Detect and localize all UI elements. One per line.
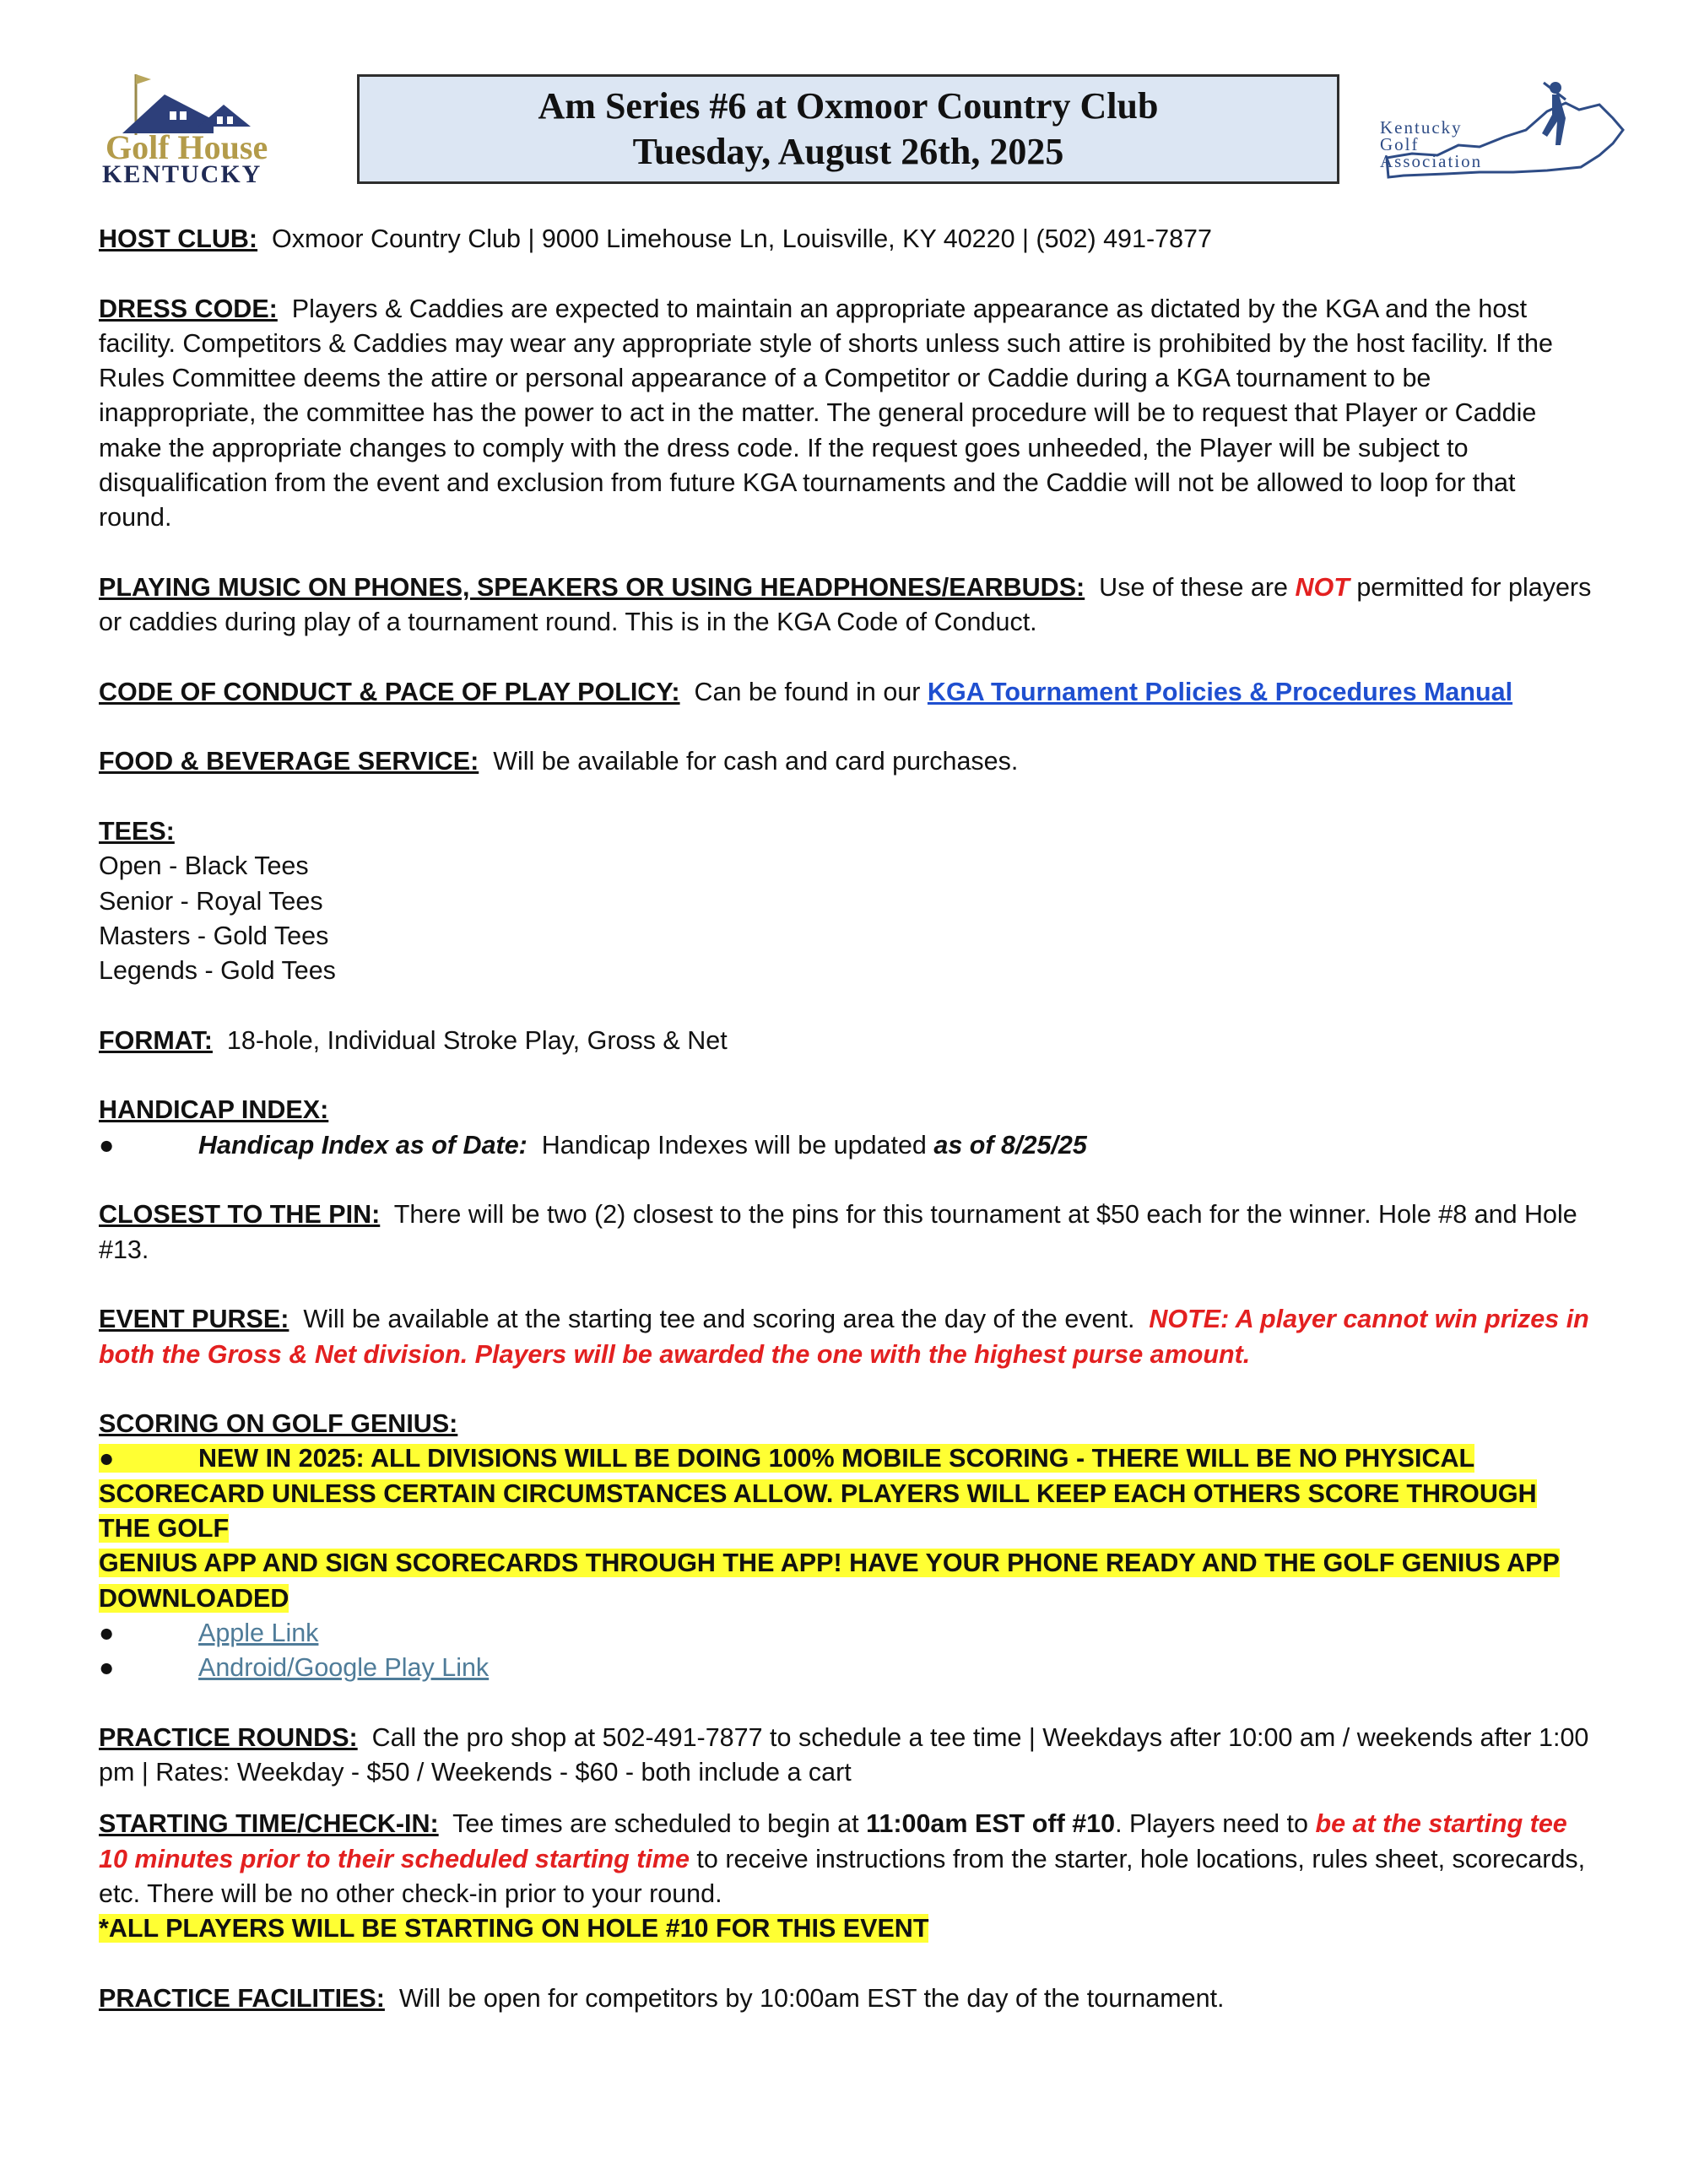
section-handicap-index (99, 1093, 1593, 1163)
event-purse-note: NOTE: A player cannot win prizes in both the Gross & Net division. Players will be awarded the one with the highest purse amount. (99, 1305, 1589, 1369)
food-beverage-text: Will be available for cash and card purchases. (493, 747, 1019, 776)
bullet-icon: ● (99, 1653, 115, 1683)
document-body (99, 222, 1593, 2051)
starting-hole-notice: *ALL PLAYERS WILL BE STARTING ON HOLE #10 FOR THIS EVENT (99, 1914, 929, 1943)
starting-red-note: be at the starting tee 10 minutes prior to their scheduled starting time (99, 1809, 1567, 1873)
event-title: Am Series #6 at Oxmoor Country Club (538, 85, 1159, 127)
dress-code-text: Players & Caddies are expected to maintain an appropriate appearance as dictated by the KGA and the host facility. Competitors & Caddies may wear any appropriate style of shorts unless such attire is prohibited by the host facility. If the Rules Committee deems the attire or personal appearance of a Competitor or Caddie during a KGA tournament to be inappropriate, the committee has the power to act in the matter. The general procedure will be to request that Player or Caddie make the appropriate changes to comply with the dress code. If the request goes unheeded, the Player will be subject to disqualification from the event and exclusion from future KGA tournaments and the Caddie will not be allowed to loop for that round. (99, 294, 1553, 532)
starting-text-2: . Players need to (1115, 1809, 1308, 1839)
document-header (0, 0, 1688, 203)
logo-text-kentucky-state: Kentucky (1380, 117, 1463, 138)
music-not-emphasis: NOT (1295, 572, 1350, 602)
section-scoring (99, 1407, 1593, 1685)
heading-starting-time: STARTING TIME/CHECK-IN: (99, 1809, 439, 1839)
practice-facilities-text: Will be open for competitors by 10:00am EST the day of the tournament. (398, 1983, 1225, 2013)
logo-text-kentucky: KENTUCKY (102, 160, 262, 186)
code-of-conduct-text: Can be found in our (694, 677, 921, 706)
logo-text-golf: Golf (1380, 134, 1420, 154)
event-purse-text: Will be available at the starting tee and scoring area the day of the event. (303, 1305, 1135, 1334)
tee-item: Masters - Gold Tees (99, 921, 329, 950)
heading-practice-facilities: PRACTICE FACILITIES: (99, 1983, 385, 2013)
practice-rounds-text: Call the pro shop at 502-491-7877 to schedule a tee time | Weekdays after 10:00 am / weekends after 1:00 pm | Rates: Weekday - $50 / Weekends - $60 - both include a cart (99, 1722, 1589, 1787)
heading-host-club: HOST CLUB: (99, 224, 258, 253)
policies-manual-link[interactable]: KGA Tournament Policies & Procedures Manual (927, 677, 1513, 706)
heading-closest-to-pin: CLOSEST TO THE PIN: (99, 1200, 381, 1230)
heading-code-of-conduct: CODE OF CONDUCT & PACE OF PLAY POLICY: (99, 677, 680, 706)
android-google-play-link[interactable]: Android/Google Play Link (198, 1653, 490, 1683)
tee-item: Open - Black Tees (99, 851, 309, 881)
apple-link[interactable]: Apple Link (198, 1618, 319, 1647)
section-practice-facilities (99, 1981, 1593, 2016)
event-date: Tuesday, August 26th, 2025 (632, 131, 1064, 172)
section-code-of-conduct (99, 675, 1593, 710)
kentucky-golf-association-logo (1378, 78, 1631, 187)
section-music-policy (99, 570, 1593, 641)
scoring-notice-line: ● NEW IN 2025: ALL DIVISIONS WILL BE DOING 100% MOBILE SCORING - THERE WILL BE NO PHYSICAL (99, 1444, 1474, 1473)
heading-food-beverage: FOOD & BEVERAGE SERVICE: (99, 747, 479, 776)
section-closest-to-pin (99, 1197, 1593, 1268)
tee-item: Senior - Royal Tees (99, 886, 323, 916)
handicap-label: Handicap Index as of Date: (198, 1130, 528, 1160)
golf-house-kentucky-logo (97, 68, 316, 186)
heading-format: FORMAT: (99, 1025, 213, 1055)
music-text-after: permitted for players or caddies during play of a tournament round. This is in the KGA Code of Conduct. (99, 572, 1592, 637)
logo-text-association: Association (1380, 151, 1483, 171)
music-text-before: Use of these are (1099, 572, 1288, 602)
handicap-date: as of 8/25/25 (933, 1130, 1087, 1160)
bullet-icon: ● (99, 1130, 115, 1160)
bullet-icon: ● (99, 1618, 115, 1647)
heading-handicap-index: HANDICAP INDEX: (99, 1095, 329, 1125)
logo-text-golf-house: Golf House (106, 128, 268, 166)
heading-practice-rounds: PRACTICE ROUNDS: (99, 1722, 358, 1752)
section-food-beverage (99, 744, 1593, 779)
event-title-box (357, 74, 1339, 184)
heading-dress-code: DRESS CODE: (99, 294, 278, 323)
heading-event-purse: EVENT PURSE: (99, 1305, 289, 1334)
tee-item: Legends - Gold Tees (99, 956, 336, 986)
section-format (99, 1024, 1593, 1058)
format-text: 18-hole, Individual Stroke Play, Gross & Net (226, 1025, 728, 1055)
section-tees (99, 814, 1593, 988)
apple-link-item (99, 1616, 1593, 1651)
host-club-text: Oxmoor Country Club | 9000 Limehouse Ln, Louisville, KY 40220 | (502) 491-7877 (272, 224, 1212, 253)
section-event-purse (99, 1302, 1593, 1372)
bullet-icon: ● (99, 1444, 115, 1473)
section-practice-rounds (99, 1721, 1593, 1791)
scoring-notice-line: SCORECARD UNLESS CERTAIN CIRCUMSTANCES ALLOW. PLAYERS WILL KEEP EACH OTHERS SCORE THROUGH THE GOLF (99, 1479, 1537, 1543)
heading-music-policy: PLAYING MUSIC ON PHONES, SPEAKERS OR USING HEADPHONES/EARBUDS: (99, 572, 1085, 602)
starting-time: 11:00am EST off #10 (866, 1809, 1116, 1839)
heading-tees: TEES: (99, 817, 175, 846)
android-link-item (99, 1651, 1593, 1685)
section-dress-code (99, 292, 1593, 536)
section-starting-time (99, 1807, 1593, 1946)
section-host-club (99, 222, 1593, 257)
heading-scoring: SCORING ON GOLF GENIUS: (99, 1409, 458, 1439)
handicap-bullet-item (99, 1128, 1593, 1163)
closest-to-pin-text: There will be two (2) closest to the pins for this tournament at $50 each for the winner. Hole #8 and Hole #13. (99, 1200, 1577, 1264)
starting-text-3: to receive instructions from the starter, hole locations, rules sheet, scorecards, etc. There will be no other check-in prior to your round. (99, 1844, 1586, 1908)
handicap-text: Handicap Indexes will be updated (541, 1130, 927, 1160)
scoring-notice-line: DOWNLOADED (99, 1583, 289, 1613)
starting-text-1: Tee times are scheduled to begin at (452, 1809, 859, 1839)
scoring-notice-line: GENIUS APP AND SIGN SCORECARDS THROUGH THE APP! HAVE YOUR PHONE READY AND THE GOLF GENIUS APP (99, 1549, 1560, 1578)
